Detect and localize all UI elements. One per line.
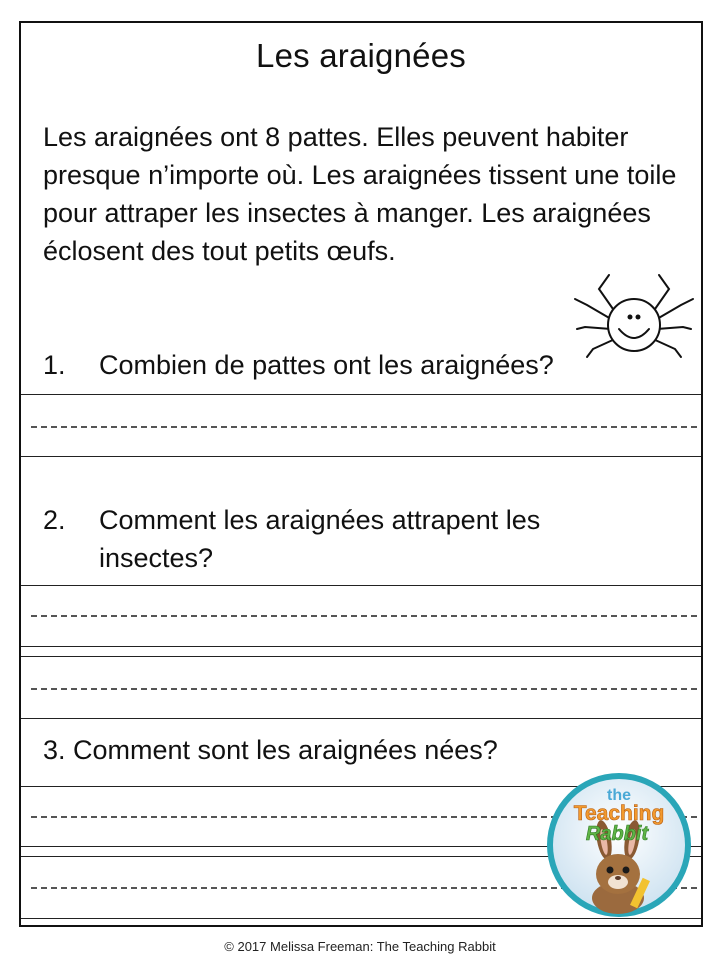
question-2-number: 2. <box>43 505 66 535</box>
teaching-rabbit-logo <box>544 770 694 925</box>
logo-word-rabbit: Rabbit <box>585 823 649 845</box>
answer-line-bottom <box>21 646 701 647</box>
answer-dashed-line <box>31 615 697 617</box>
reading-passage: Les araignées ont 8 pattes. Elles peuvent habiter presque n’importe où. Les araignées tissent une toile pour attraper les insectes à manger. Les araignées éclosent des tout petits œufs. <box>43 122 677 266</box>
question-1-number: 1. <box>43 350 66 380</box>
answer-line-bottom <box>21 456 701 457</box>
answer-dashed-line <box>31 426 697 428</box>
answer-line-top <box>21 656 701 657</box>
logo-word-teaching: Teaching <box>573 802 665 825</box>
question-2-text: Comment les araignées attrapent les insectes? <box>99 505 541 573</box>
answer-dashed-line <box>31 688 697 690</box>
question-1-text: Combien de pattes ont les araignées? <box>99 350 554 380</box>
worksheet-title: Les araignées <box>256 37 466 74</box>
logo-word-the: the <box>607 787 631 804</box>
answer-line-top <box>21 585 701 586</box>
answer-line-top <box>21 394 701 395</box>
answer-line-bottom <box>21 718 701 719</box>
copyright-footer: © 2017 Melissa Freeman: The Teaching Rabbit <box>224 939 496 954</box>
question-3: 3. Comment sont les araignées nées? <box>43 735 498 765</box>
